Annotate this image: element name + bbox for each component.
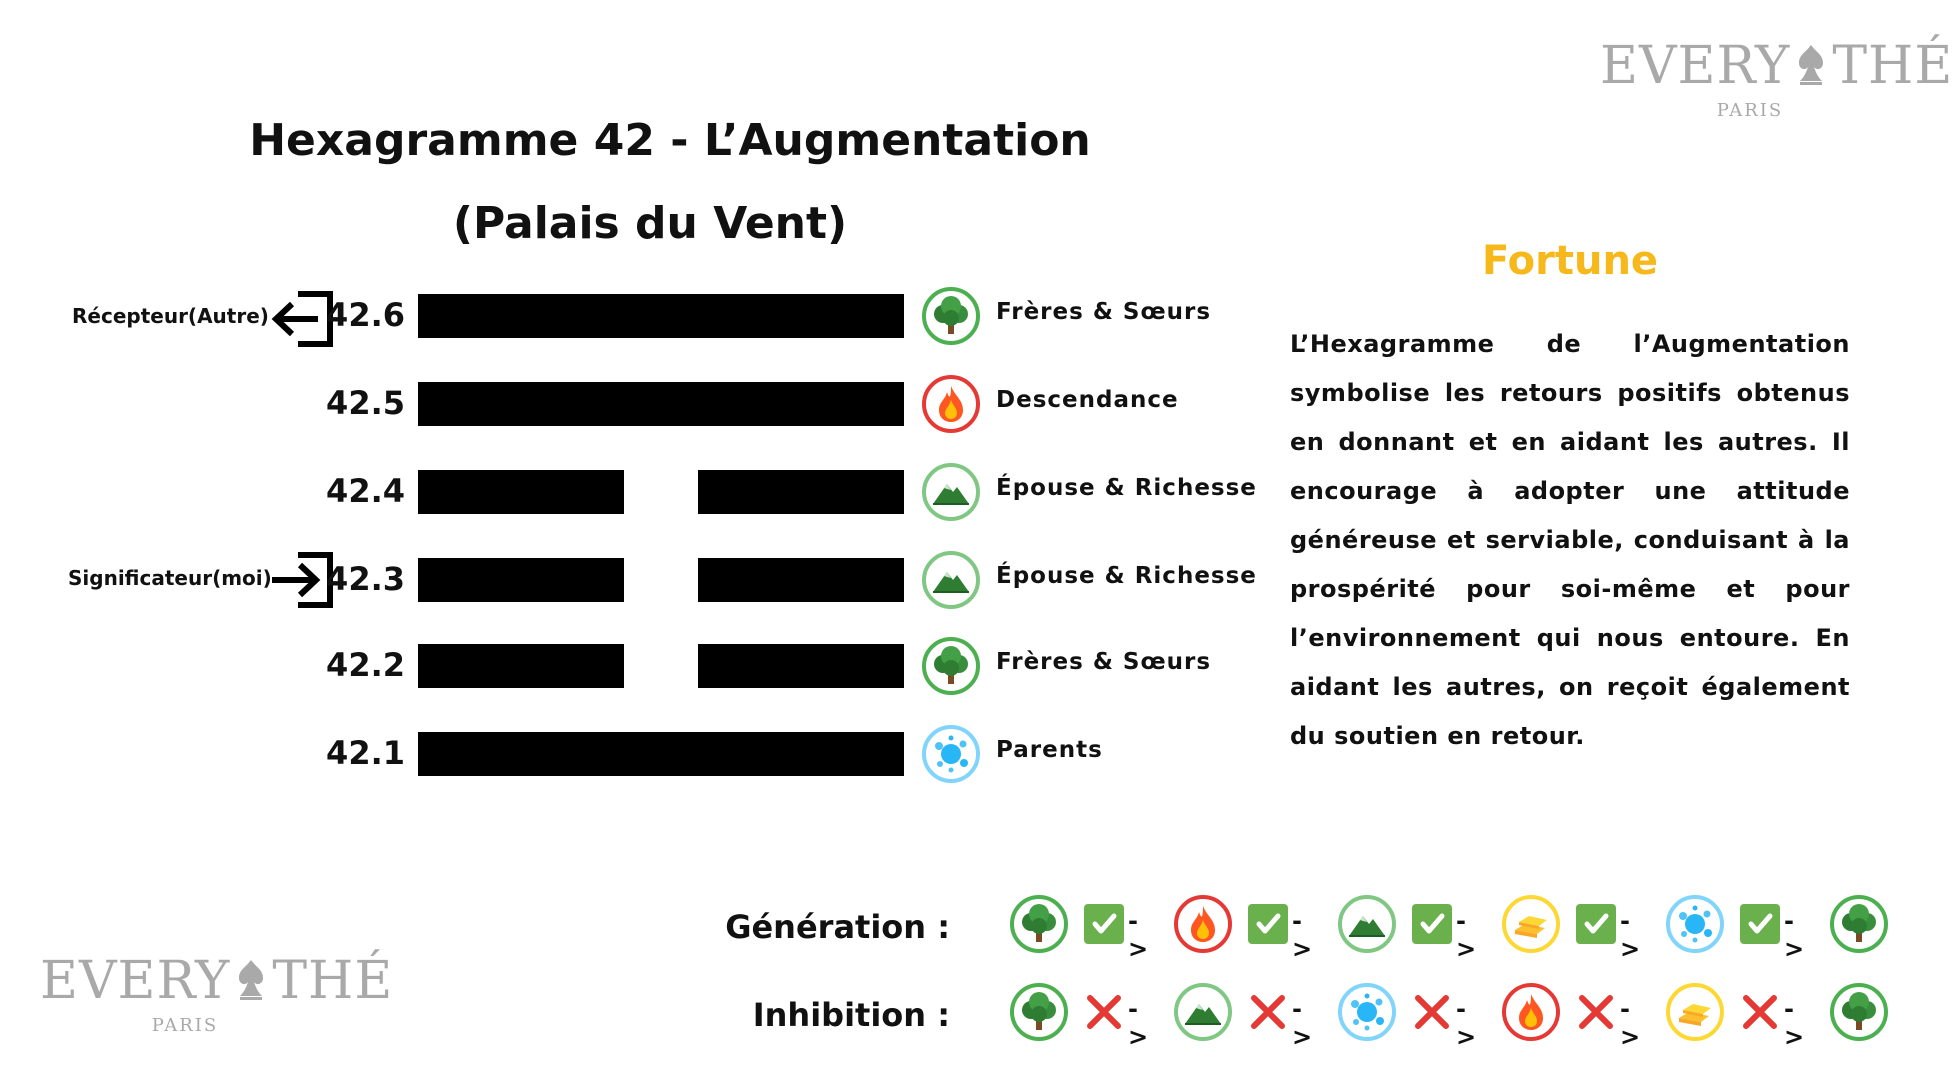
line-number: 42.4 bbox=[326, 472, 405, 510]
wood-icon bbox=[922, 287, 980, 345]
yin-line-segment bbox=[698, 644, 904, 688]
arrow-text: -> bbox=[1456, 995, 1477, 1051]
arrow-text: -> bbox=[1292, 995, 1313, 1051]
water-icon bbox=[1338, 983, 1396, 1041]
yin-line-segment bbox=[418, 644, 624, 688]
brand-word-left: EVERY bbox=[40, 951, 231, 1011]
relation-label: Épouse & Richesse bbox=[996, 475, 1257, 501]
wood-icon bbox=[1830, 895, 1888, 953]
brand-city: PARIS bbox=[1716, 100, 1784, 121]
relation-label: Parents bbox=[996, 737, 1103, 763]
relation-label: Épouse & Richesse bbox=[996, 563, 1257, 589]
arrow-text: -> bbox=[1784, 995, 1805, 1051]
brand-logo-bottom bbox=[40, 951, 394, 1036]
yin-line-segment bbox=[698, 558, 904, 602]
brand-wordmark bbox=[1600, 36, 1953, 96]
yin-line-segment bbox=[418, 470, 624, 514]
line-number: 42.6 bbox=[326, 296, 405, 334]
line-number: 42.2 bbox=[326, 646, 405, 684]
side-label-significator: Significateur(moi) bbox=[68, 566, 272, 590]
brand-word-right: THÉ bbox=[272, 951, 394, 1011]
wood-icon bbox=[1010, 983, 1068, 1041]
metal-icon bbox=[1502, 895, 1560, 953]
brand-wordmark bbox=[40, 951, 394, 1011]
wood-icon bbox=[1830, 983, 1888, 1041]
yang-line bbox=[418, 382, 904, 426]
arrow-text: -> bbox=[1292, 907, 1313, 963]
yang-line bbox=[418, 732, 904, 776]
fire-icon bbox=[1502, 983, 1560, 1041]
check-icon bbox=[1412, 904, 1452, 944]
check-icon bbox=[1248, 904, 1288, 944]
earth-icon bbox=[922, 463, 980, 521]
relation-label: Frères & Sœurs bbox=[996, 649, 1212, 675]
wood-icon bbox=[922, 637, 980, 695]
earth-icon bbox=[922, 551, 980, 609]
check-icon bbox=[1740, 904, 1780, 944]
water-icon bbox=[922, 725, 980, 783]
relation-label: Frères & Sœurs bbox=[996, 299, 1212, 325]
yin-line-segment bbox=[698, 470, 904, 514]
page-title: Hexagramme 42 - L’Augmentation bbox=[249, 115, 1091, 166]
metal-icon bbox=[1666, 983, 1724, 1041]
arrow-text: -> bbox=[1128, 907, 1149, 963]
cross-icon bbox=[1576, 992, 1616, 1032]
cross-icon bbox=[1084, 992, 1124, 1032]
cross-icon bbox=[1740, 992, 1780, 1032]
brand-city: PARIS bbox=[151, 1015, 219, 1036]
wood-icon bbox=[1010, 895, 1068, 953]
generation-label: Génération : bbox=[725, 908, 950, 946]
fire-icon bbox=[922, 375, 980, 433]
earth-icon bbox=[1338, 895, 1396, 953]
brand-word-left: EVERY bbox=[1600, 36, 1791, 96]
earth-icon bbox=[1174, 983, 1232, 1041]
yang-line bbox=[418, 294, 904, 338]
fortune-text: L’Hexagramme de l’Augmentation symbolise les retours positifs obtenus en donnant et en aidant les autres. Il encourage à adopter une attitude généreuse et serviable, conduisant à la prospérité pour soi-même et pour l’environnement qui nous entoure. En aidant les autres, on reçoit également du soutien en retour. bbox=[1290, 330, 1850, 750]
fleur-ornament-icon bbox=[234, 958, 268, 1011]
brand-word-right: THÉ bbox=[1832, 36, 1953, 96]
arrow-text: -> bbox=[1620, 907, 1641, 963]
side-label-receptor: Récepteur(Autre) bbox=[72, 304, 269, 328]
water-icon bbox=[1666, 895, 1724, 953]
fire-icon bbox=[1174, 895, 1232, 953]
page-subtitle: (Palais du Vent) bbox=[452, 198, 848, 249]
line-number: 42.3 bbox=[326, 560, 405, 598]
cross-icon bbox=[1412, 992, 1452, 1032]
fleur-ornament-icon bbox=[1794, 43, 1828, 96]
arrow-text: -> bbox=[1456, 907, 1477, 963]
line-number: 42.1 bbox=[326, 734, 405, 772]
arrow-text: -> bbox=[1128, 995, 1149, 1051]
check-icon bbox=[1084, 904, 1124, 944]
line-number: 42.5 bbox=[326, 384, 405, 422]
check-icon bbox=[1576, 904, 1616, 944]
cross-icon bbox=[1248, 992, 1288, 1032]
fortune-title: Fortune bbox=[1481, 238, 1659, 284]
relation-label: Descendance bbox=[996, 387, 1179, 413]
arrow-text: -> bbox=[1620, 995, 1641, 1051]
arrow-text: -> bbox=[1784, 907, 1805, 963]
yin-line-segment bbox=[418, 558, 624, 602]
brand-logo-top bbox=[1600, 36, 1953, 121]
inhibition-label: Inhibition : bbox=[752, 996, 950, 1034]
